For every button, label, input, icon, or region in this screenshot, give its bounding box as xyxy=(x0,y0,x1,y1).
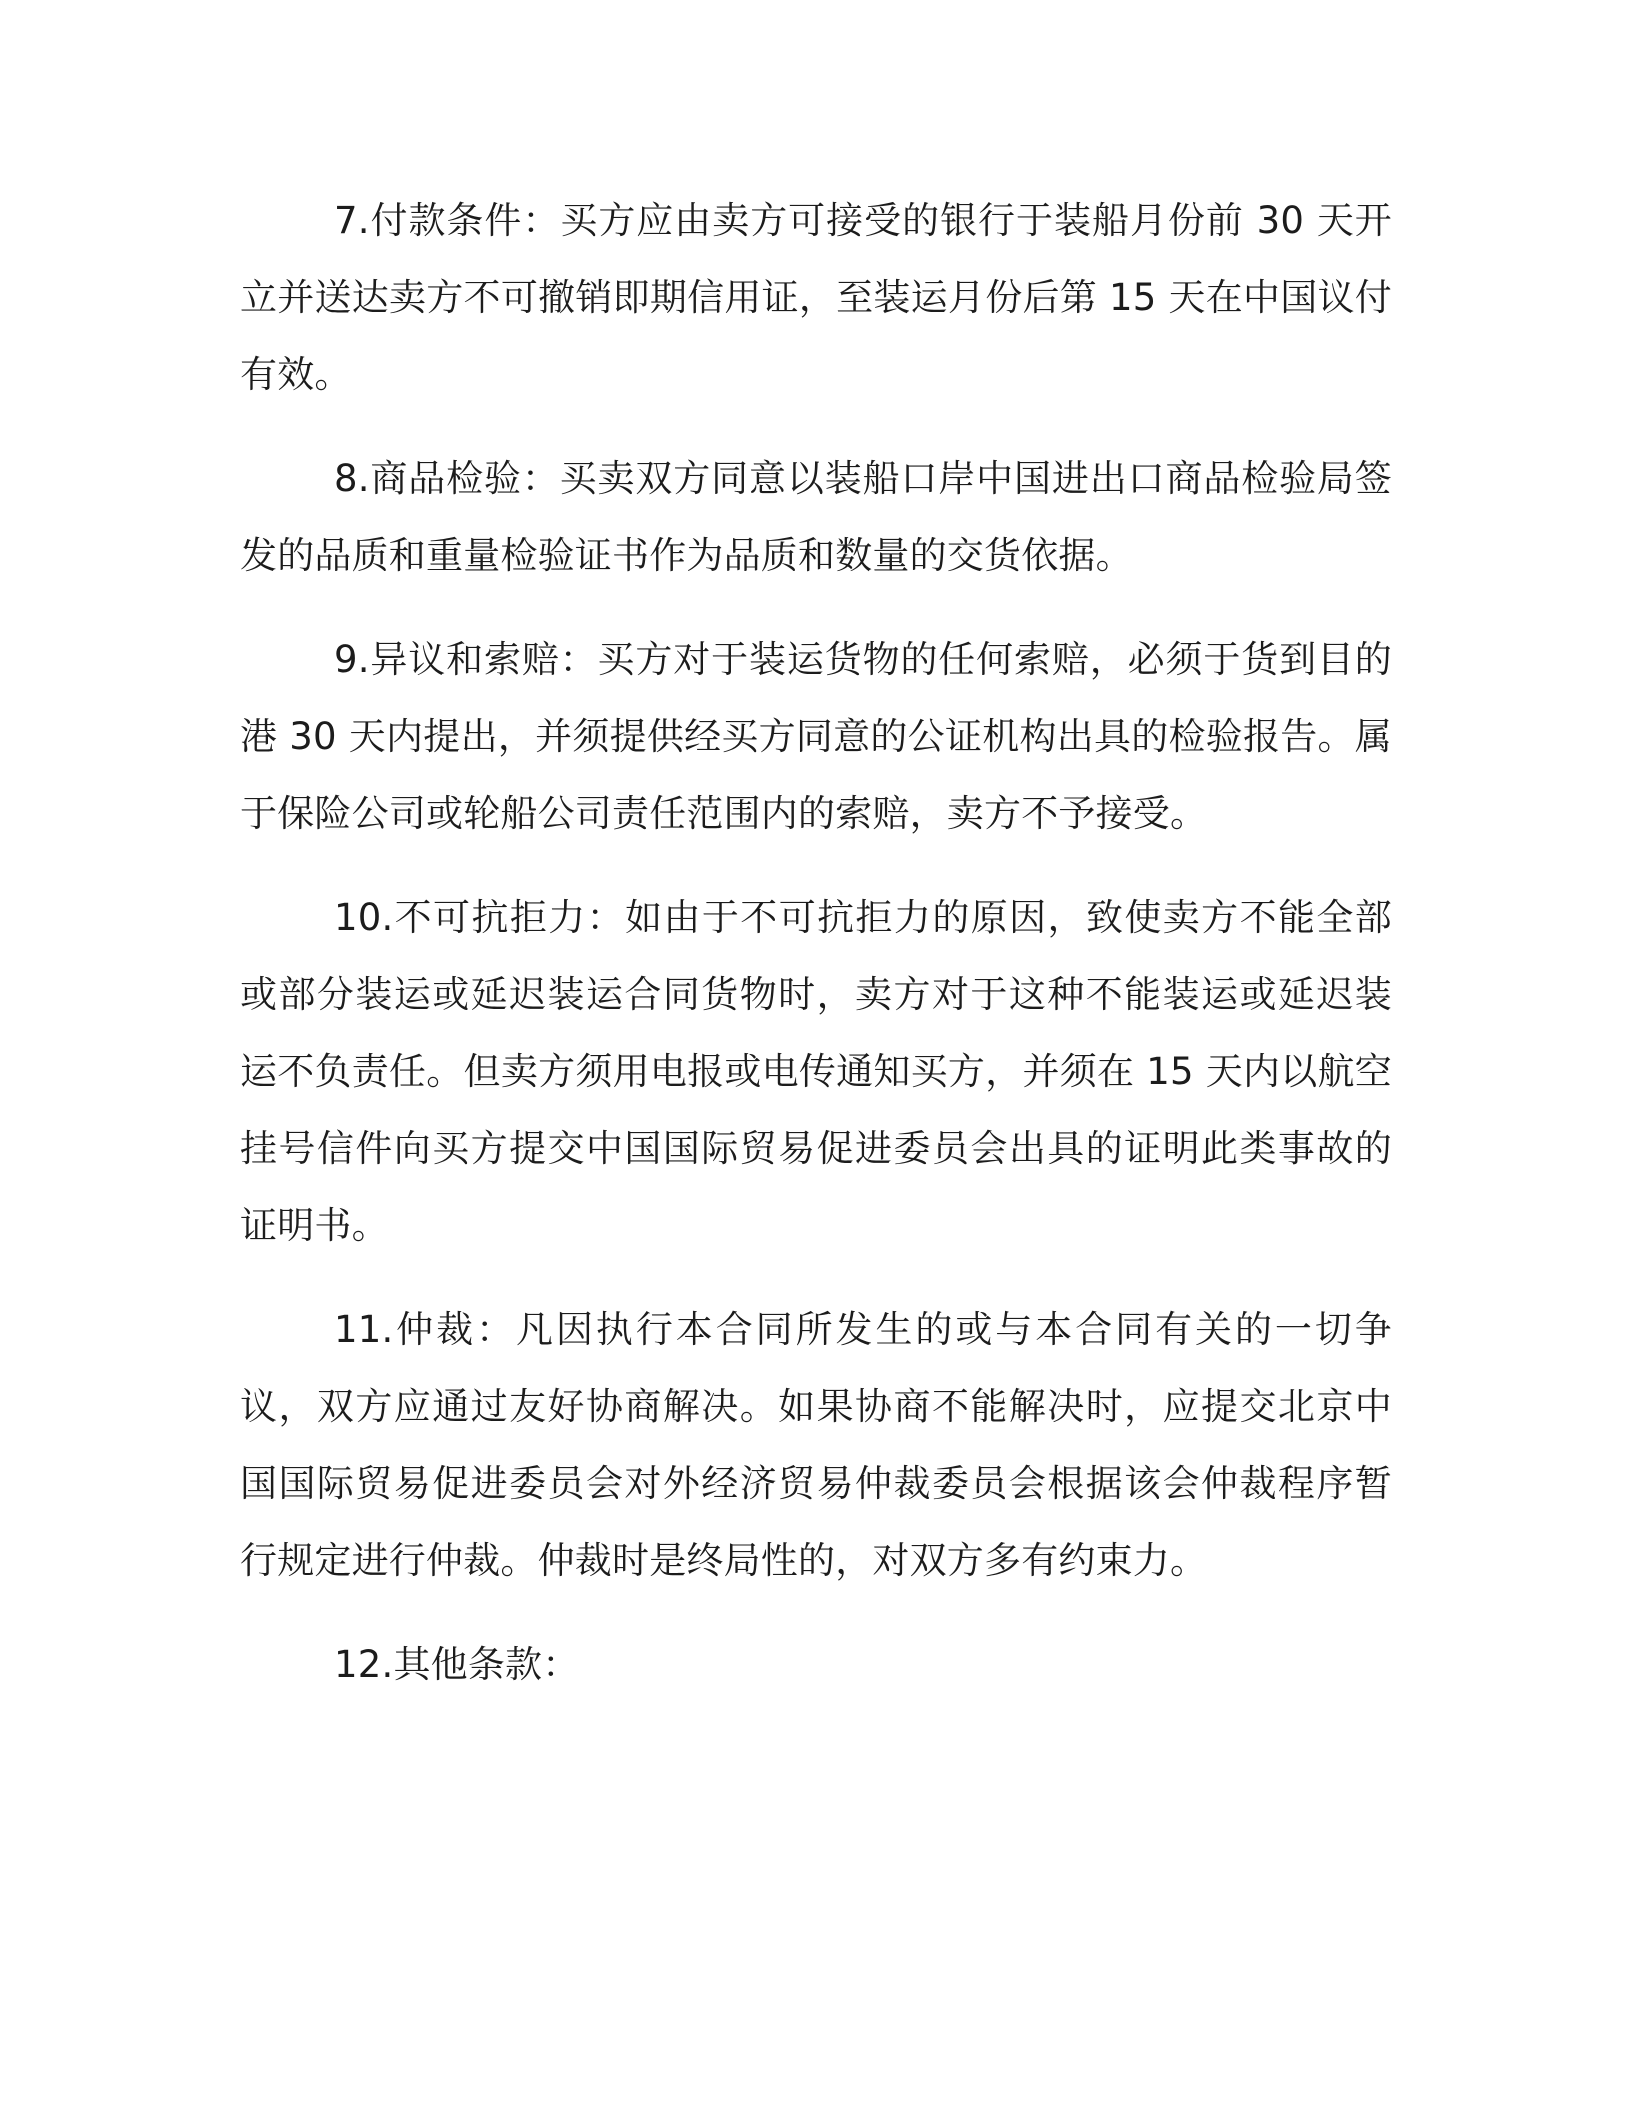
clause-arbitration: 11.仲裁：凡因执行本合同所发生的或与本合同有关的一切争议，双方应通过友好协商解决。如果协商不能解决时，应提交北京中国国际贸易促进委员会对外经济贸易仲裁委员会根据该会仲裁程序暂行规定进行仲裁。仲裁时是终局性的，对双方多有约束力。 xyxy=(240,1308,1392,1582)
clause-inspection: 8.商品检验：买卖双方同意以装船口岸中国进出口商品检验局签发的品质和重量检验证书作为品质和数量的交货依据。 xyxy=(240,457,1392,577)
clause-payment-terms: 7.付款条件：买方应由卖方可接受的银行于装船月份前 30 天开立并送达卖方不可撤销即期信用证，至装运月份后第 15 天在中国议付有效。 xyxy=(240,199,1392,396)
clause-force-majeure: 10.不可抗拒力：如由于不可抗拒力的原因，致使卖方不能全部或部分装运或延迟装运合同货物时，卖方对于这种不能装运或延迟装运不负责任。但卖方须用电报或电传通知买方，并须在 15 天内以航空挂号信件向买方提交中国国际贸易促进委员会出具的证明此类事故的证明书。 xyxy=(240,896,1392,1247)
document-page xyxy=(240,182,1392,1730)
clause-claims: 9.异议和索赔：买方对于装运货物的任何索赔，必须于货到目的港 30 天内提出，并须提供经买方同意的公证机构出具的检验报告。属于保险公司或轮船公司责任范围内的索赔，卖方不予接受。 xyxy=(240,638,1392,835)
clause-other-terms: 12.其他条款： xyxy=(334,1643,580,1686)
